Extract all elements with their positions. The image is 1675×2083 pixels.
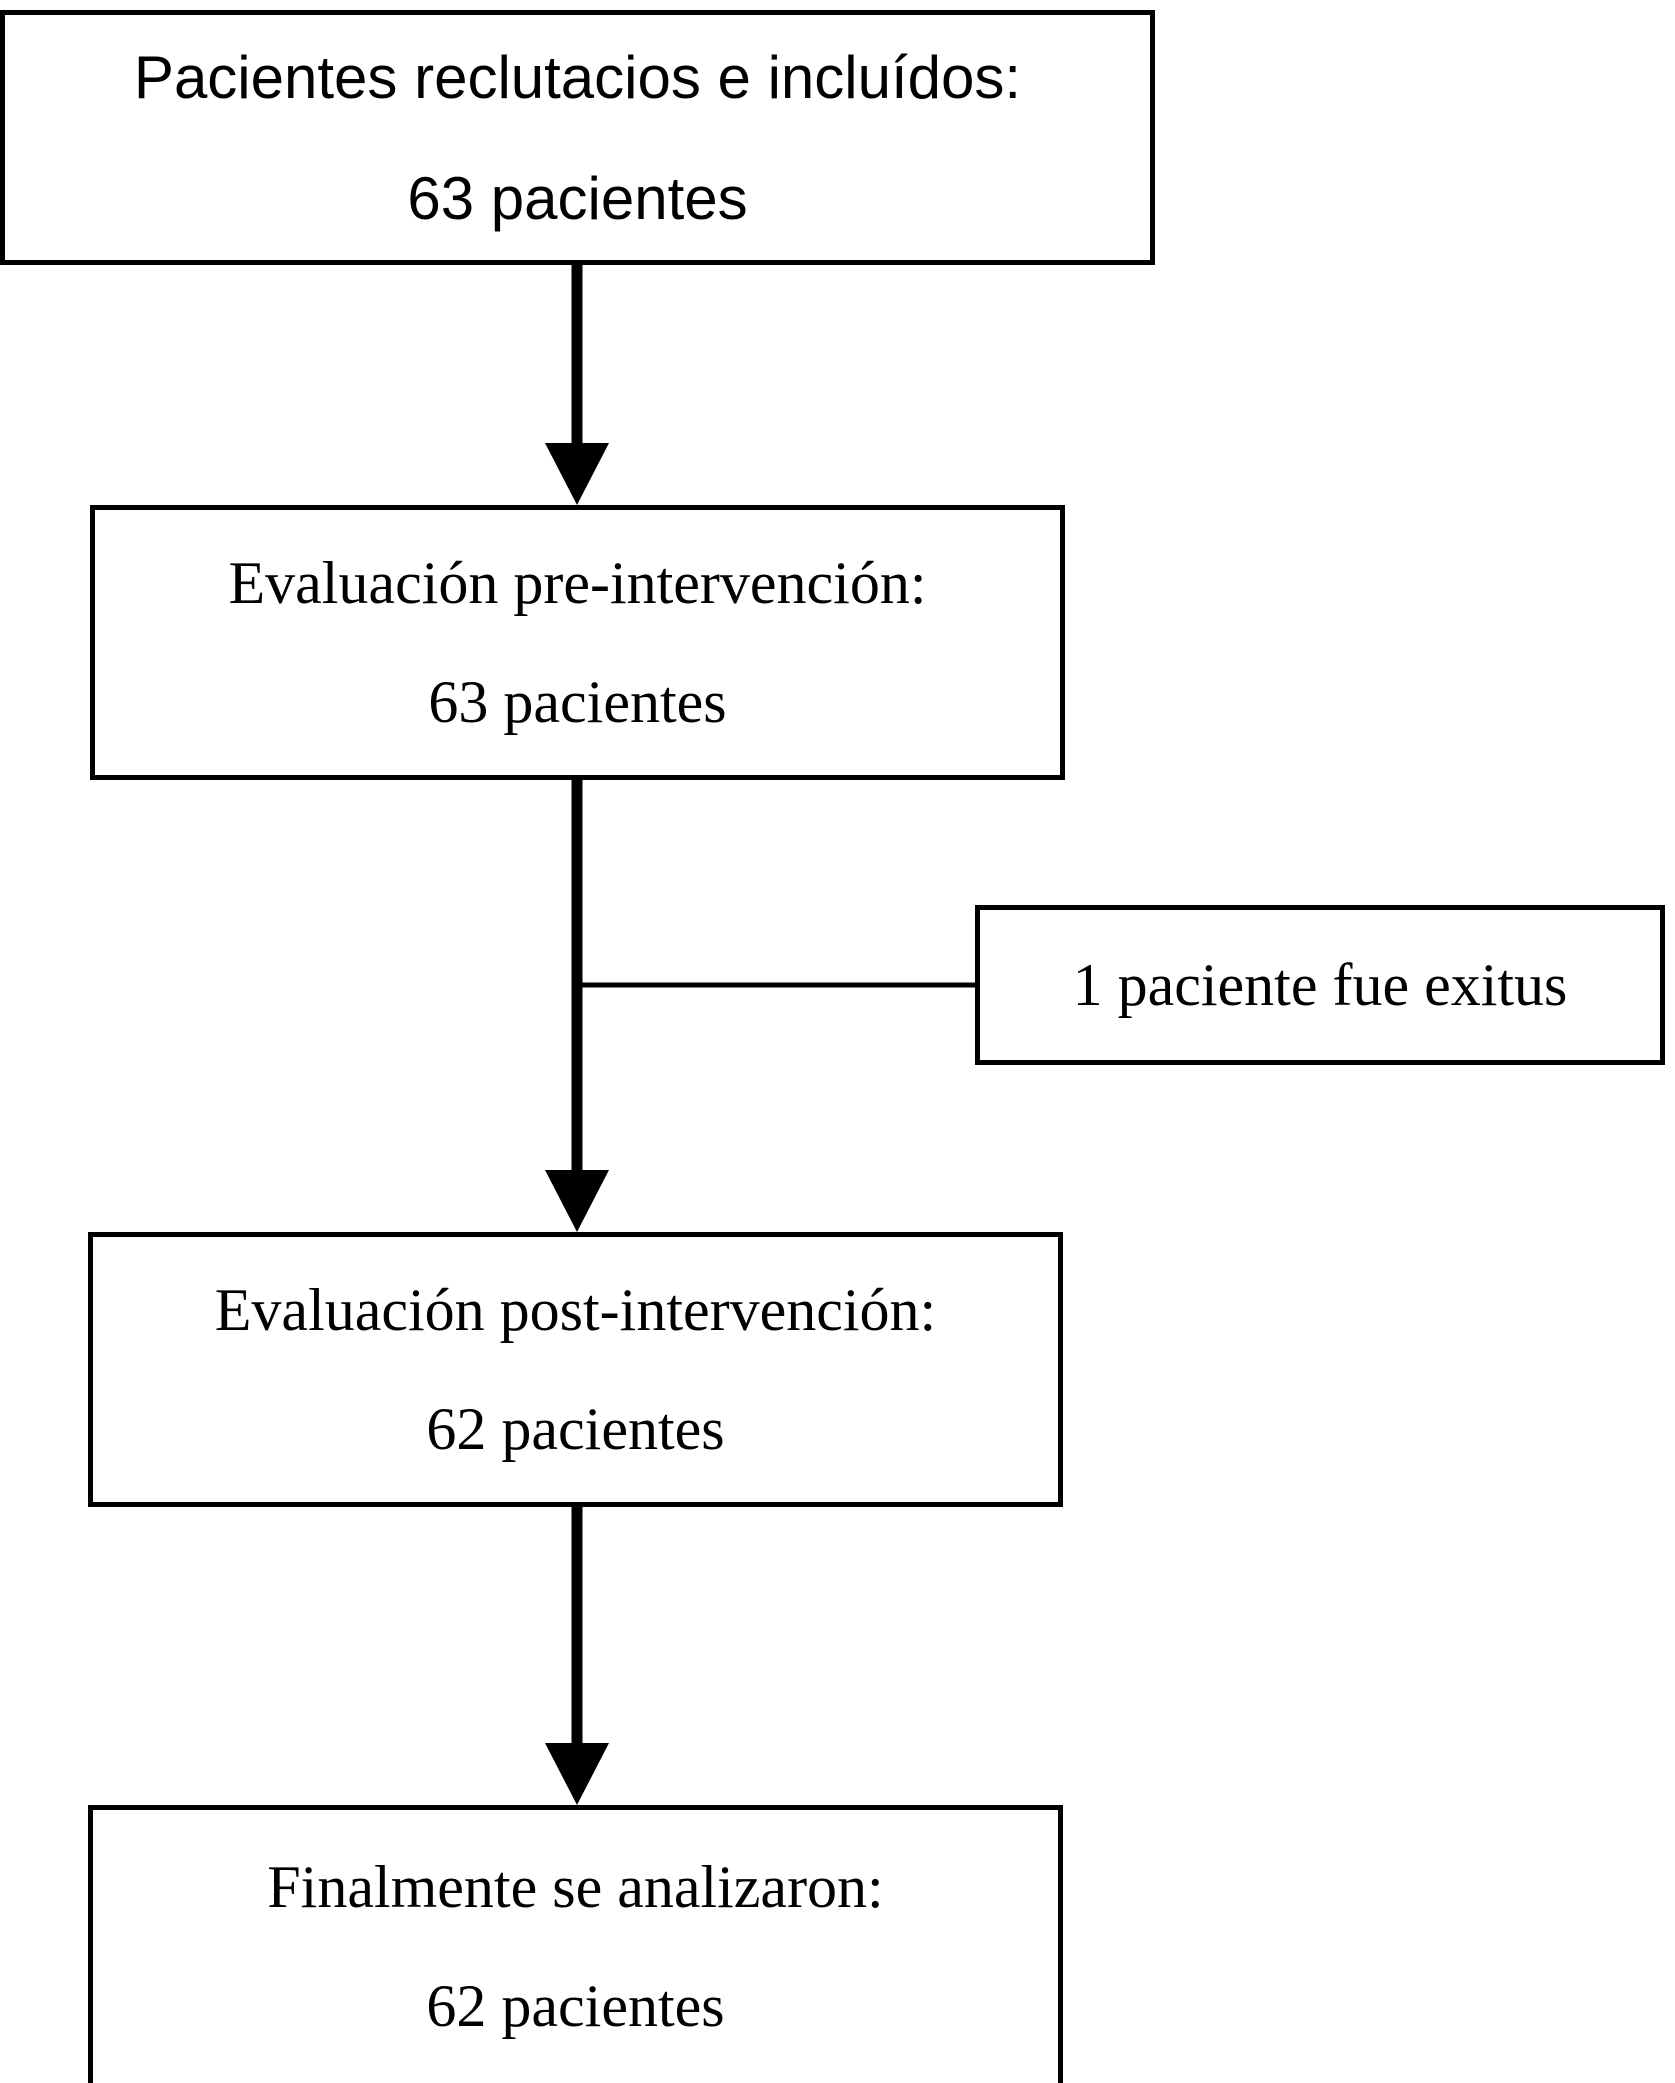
- edge-post-to-analyzed: [545, 1507, 609, 1805]
- node-exitus-line1: 1 paciente fue exitus: [1072, 951, 1568, 1018]
- node-enrolled: [0, 10, 1155, 265]
- node-exitus: [975, 905, 1665, 1065]
- node-pre-intervention: [90, 505, 1065, 780]
- node-post-intervention: [88, 1232, 1063, 1507]
- node-pre-intervention-line2: 63 pacientes: [428, 668, 727, 735]
- node-post-intervention-line2: 62 pacientes: [426, 1395, 725, 1462]
- node-enrolled-line2: 63 pacientes: [407, 164, 748, 232]
- node-analyzed-line1: Finalmente se analizaron:: [267, 1853, 884, 1920]
- node-analyzed-line2: 62 pacientes: [426, 1972, 725, 2039]
- node-enrolled-line1: Pacientes reclutacios e incluídos:: [133, 43, 1022, 111]
- edge-enrolled-to-pre: [545, 265, 609, 505]
- edge-pre-to-post: [545, 780, 609, 1232]
- node-analyzed: [88, 1805, 1063, 2083]
- node-pre-intervention-line1: Evaluación pre-intervención:: [228, 549, 927, 616]
- node-post-intervention-line1: Evaluación post-intervención:: [214, 1276, 937, 1343]
